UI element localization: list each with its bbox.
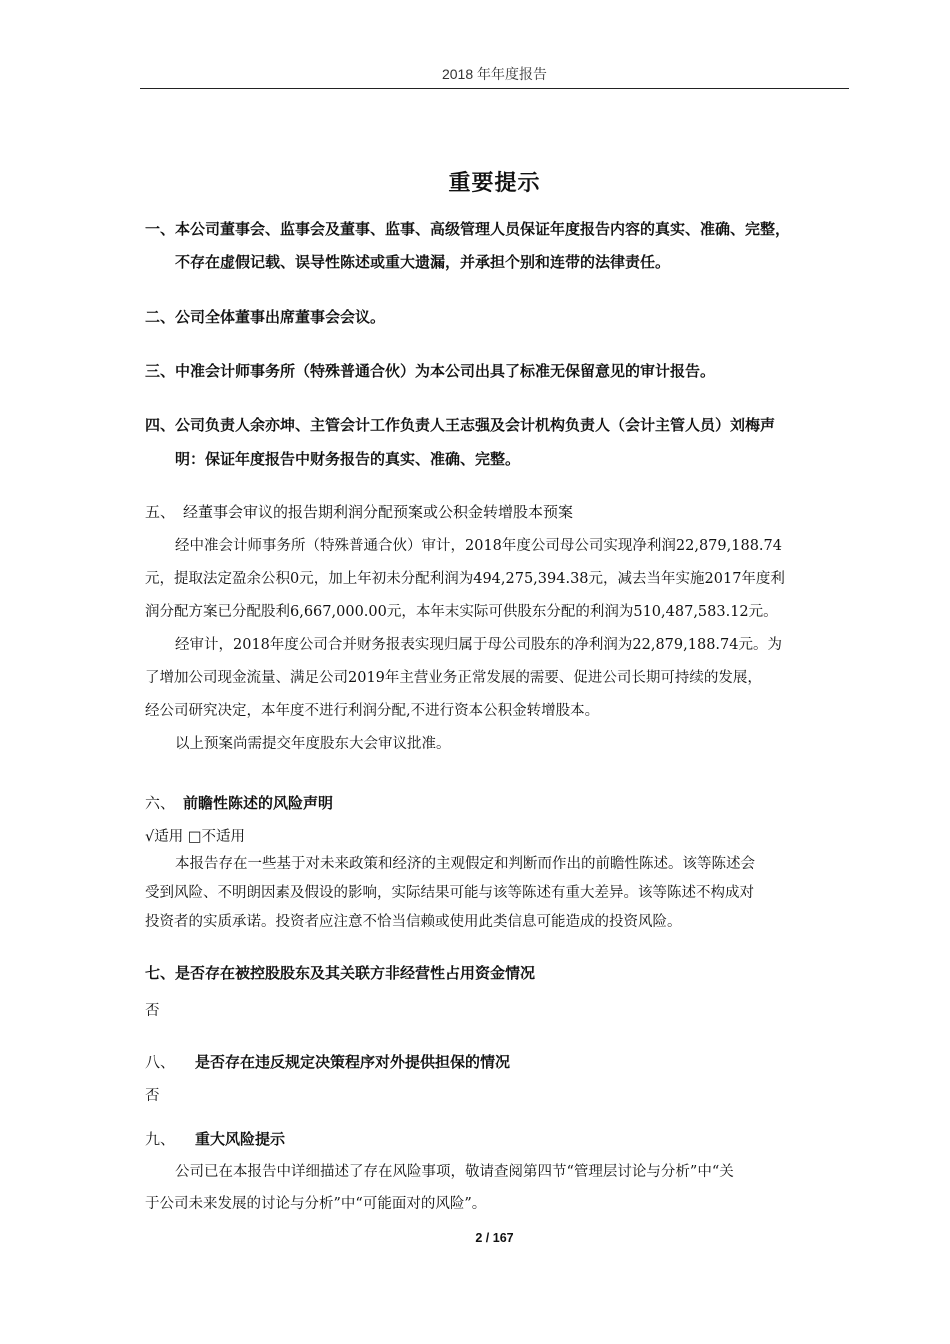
item-1-line-1: 一、本公司董事会、监事会及董事、监事、高级管理人员保证年度报告内容的真实、准确、完整，: [145, 220, 791, 238]
item-5-title: 经董事会审议的报告期利润分配预案或公积金转增股本预案: [183, 503, 574, 521]
item-7-answer: 否: [145, 1003, 160, 1019]
item-5-para-1-line-2: 元，提取法定盈余公积0元，加上年初未分配利润为494,275,394.38元，减去当年实施2017年度利: [145, 571, 785, 587]
header-divider: [140, 88, 849, 89]
item-5-para-1-line-3: 润分配方案已分配股利6,667,000.00元，本年末实际可供股东分配的利润为510,487,583.12元。: [145, 604, 778, 620]
item-3: 三、中准会计师事务所（特殊普通合伙）为本公司出具了标准无保留意见的审计报告。: [145, 362, 716, 380]
page-number: 2 / 167: [475, 1231, 514, 1245]
item-4-line-2: 明：保证年度报告中财务报告的真实、准确、完整。: [175, 450, 521, 468]
page-title: 重要提示: [448, 171, 541, 196]
running-header: 2018 年年度报告: [441, 66, 548, 82]
item-5-para-2-line-1: 经审计，2018年度公司合并财务报表实现归属于母公司股东的净利润为22,879,188.74元。为: [175, 637, 782, 653]
item-5-number: 五、: [145, 503, 176, 521]
item-6-para-line-3: 投资者的实质承诺。投资者应注意不恰当信赖或使用此类信息可能造成的投资风险。: [145, 914, 682, 930]
item-6-para-line-1: 本报告存在一些基于对未来政策和经济的主观假定和判断而作出的前瞻性陈述。该等陈述会: [175, 856, 755, 872]
applicability-checkbox-row: √适用 □不适用: [145, 829, 246, 845]
item-9-heading: [145, 1128, 850, 1149]
item-5-para-1-line-1: 经中准会计师事务所（特殊普通合伙）审计，2018年度公司母公司实现净利润22,879,188.74: [175, 538, 782, 554]
item-4-line-1: 四、公司负责人余亦坤、主管会计工作负责人王志强及会计机构负责人（会计主管人员）刘梅声: [145, 416, 776, 434]
item-6-para-line-2: 受到风险、不明朗因素及假设的影响，实际结果可能与该等陈述有重大差异。该等陈述不构成对: [145, 885, 754, 901]
item-8-answer: 否: [145, 1088, 160, 1104]
item-1-line-2: 不存在虚假记载、误导性陈述或重大遗漏，并承担个别和连带的法律责任。: [175, 253, 671, 271]
item-6-number: 六、: [145, 794, 176, 812]
item-8-heading: [145, 1051, 850, 1072]
item-6-heading: [145, 792, 850, 813]
item-5-heading: [145, 501, 850, 522]
item-9-para-line-2: 于公司未来发展的讨论与分析”中“可能面对的风险”。: [145, 1196, 487, 1212]
item-9-para-line-1: 公司已在本报告中详细描述了存在风险事项，敬请查阅第四节“管理层讨论与分析”中“关: [175, 1164, 734, 1180]
item-2: 二、公司全体董事出席董事会会议。: [145, 308, 386, 326]
item-5-para-2-line-3: 经公司研究决定，本年度不进行利润分配,不进行资本公积金转增股本。: [145, 703, 600, 719]
item-8-title: 是否存在违反规定决策程序对外提供担保的情况: [195, 1053, 511, 1071]
item-6-title: 前瞻性陈述的风险声明: [183, 794, 334, 812]
item-8-number: 八、: [145, 1053, 176, 1071]
item-7: 七、是否存在被控股股东及其关联方非经营性占用资金情况: [145, 964, 536, 982]
item-5-para-3: 以上预案尚需提交年度股东大会审议批准。: [175, 736, 451, 752]
item-9-title: 重大风险提示: [195, 1130, 286, 1148]
item-5-para-2-line-2: 了增加公司现金流量、满足公司2019年主营业务正常发展的需要、促进公司长期可持续的发展，: [145, 670, 762, 686]
item-9-number: 九、: [145, 1130, 176, 1148]
